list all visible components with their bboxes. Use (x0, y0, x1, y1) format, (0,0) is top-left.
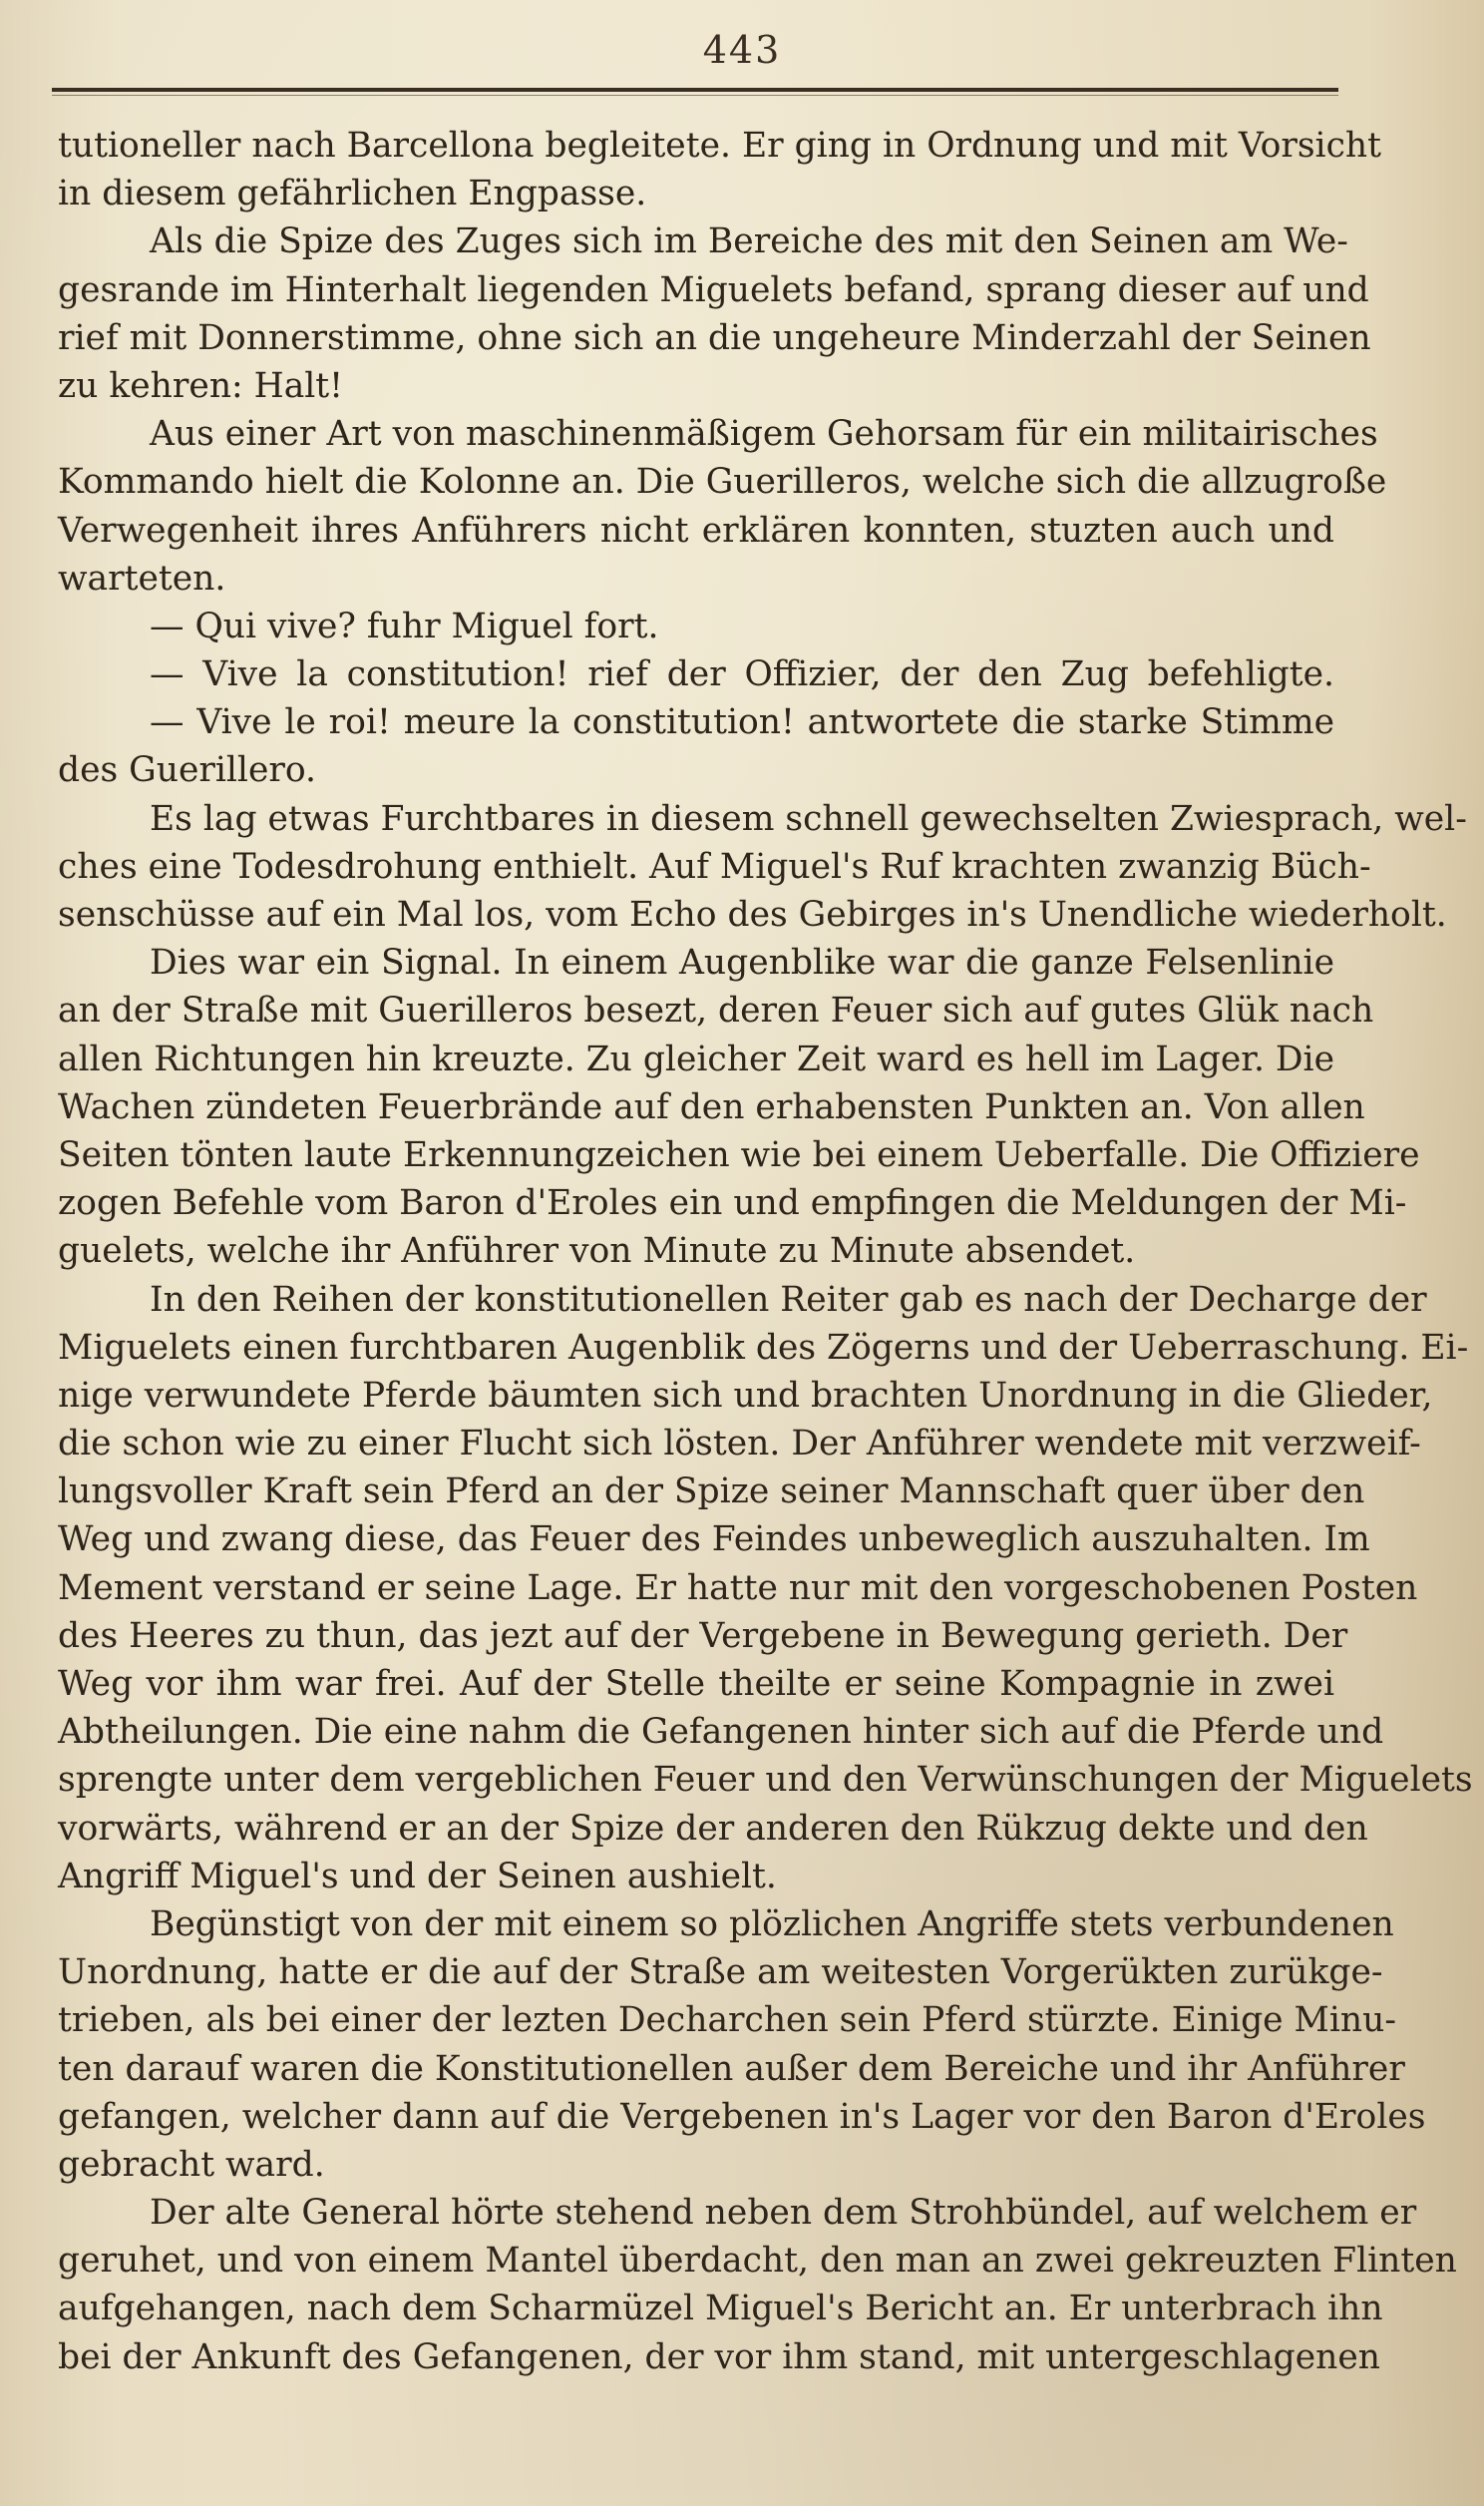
text-line: Weg vor ihm war frei. Auf der Stelle theilte er seine Kompagnie in zwei (58, 1664, 1334, 1704)
text-line: Verwegenheit ihres Anführers nicht erklären konnten, stuzten auch und (58, 510, 1334, 551)
text-line: Kommando hielt die Kolonne an. Die Guerilleros, welche sich die allzugroße (58, 462, 1387, 503)
text-line: gefangen, welcher dann auf die Vergebenen in's Lager vor den Baron d'Eroles (58, 2096, 1426, 2137)
text-line: bei der Ankunft des Gefangenen, der vor ihm stand, mit untergeschlagenen (58, 2336, 1381, 2377)
text-line: tutioneller nach Barcellona begleitete. Er ging in Ordnung und mit Vorsicht (58, 126, 1381, 166)
text-line: gebracht ward. (58, 2144, 325, 2185)
text-line: Miguelets einen furchtbaren Augenblik des Zögerns und der Ueberraschung. Ei- (58, 1327, 1469, 1368)
text-line: zu kehren: Halt! (58, 365, 344, 406)
text-line: gesrande im Hinterhalt liegenden Miguelets befand, sprang dieser auf und (58, 269, 1369, 310)
text-line: senschüsse auf ein Mal los, vom Echo des Gebirges in's Unendliche wiederholt. (58, 895, 1447, 935)
text-line: Weg und zwang diese, das Feuer des Feindes unbeweglich auszuhalten. Im (58, 1519, 1370, 1560)
text-line: in diesem gefährlichen Engpasse. (58, 174, 647, 214)
text-line: — Qui vive? fuhr Miguel fort. (150, 606, 659, 646)
text-line: Abtheilungen. Die eine nahm die Gefangenen hinter sich auf die Pferde und (58, 1712, 1384, 1753)
text-line: aufgehangen, nach dem Scharmüzel Miguel's Bericht an. Er unterbrach ihn (58, 2289, 1383, 2329)
text-line: warteten. (58, 558, 226, 599)
text-line: des Heeres zu thun, das jezt auf der Vergebene in Bewegung gerieth. Der (58, 1615, 1348, 1656)
text-line: ten darauf waren die Konstitutionellen außer dem Bereiche und ihr Anführer (58, 2048, 1405, 2089)
text-line: — Vive la constitution! rief der Offizier, der den Zug befehligte. (150, 654, 1334, 695)
text-line: Mement verstand er seine Lage. Er hatte nur mit den vorgeschobenen Posten (58, 1567, 1418, 1608)
text-line: Seiten tönten laute Erkennungzeichen wie bei einem Ueberfalle. Die Offiziere (58, 1134, 1420, 1175)
body-text (58, 122, 1473, 2381)
text-line: Dies war ein Signal. In einem Augenblike war die ganze Felsenlinie (150, 943, 1334, 984)
text-line: Unordnung, hatte er die auf der Straße am weitesten Vorgerükten zurükge- (58, 1952, 1383, 1993)
text-line: an der Straße mit Guerilleros besezt, deren Feuer sich auf gutes Glük nach (58, 991, 1374, 1032)
text-line: Wachen zündeten Feuerbrände auf den erhabensten Punkten an. Von allen (58, 1086, 1365, 1127)
text-line: Aus einer Art von maschinenmäßigem Gehorsam für ein militairisches (150, 414, 1378, 455)
text-line: ches eine Todesdrohung enthielt. Auf Miguel's Ruf krachten zwanzig Büch- (58, 846, 1371, 887)
text-line: geruhet, und von einem Mantel überdacht, den man an zwei gekreuzten Flinten (58, 2241, 1457, 2282)
text-line: — Vive le roi! meure la constitution! antwortete die starke Stimme (150, 702, 1334, 743)
text-line: des Guerillero. (58, 750, 317, 791)
text-line: Der alte General hörte stehend neben dem Strohbündel, auf welchem er (150, 2193, 1417, 2234)
text-line: Begünstigt von der mit einem so plözlichen Angriffe stets verbundenen (150, 1903, 1394, 1944)
text-line: Angriff Miguel's und der Seinen aushielt. (58, 1856, 777, 1896)
header-rule (52, 88, 1338, 92)
text-line: rief mit Donnerstimme, ohne sich an die ungeheure Minderzahl der Seinen (58, 317, 1371, 358)
page-number: 443 (702, 28, 782, 72)
text-line: Als die Spize des Zuges sich im Bereiche des mit den Seinen am We- (150, 221, 1348, 262)
text-line: zogen Befehle vom Baron d'Eroles ein und empfingen die Meldungen der Mi- (58, 1183, 1407, 1224)
text-line: vorwärts, während er an der Spize der anderen den Rükzug dekte und den (58, 1808, 1368, 1849)
text-line: Es lag etwas Furchtbares in diesem schnell gewechselten Zwiesprach, wel- (150, 798, 1467, 839)
text-line: lungsvoller Kraft sein Pferd an der Spize seiner Mannschaft quer über den (58, 1471, 1365, 1512)
text-line: sprengte unter dem vergeblichen Feuer und den Verwünschungen der Miguelets (58, 1760, 1473, 1801)
text-line: In den Reihen der konstitutionellen Reiter gab es nach der Decharge der (150, 1279, 1427, 1320)
text-line: trieben, als bei einer der lezten Decharchen sein Pferd stürzte. Einige Minu- (58, 2000, 1397, 2041)
text-line: die schon wie zu einer Flucht sich lösten. Der Anführer wendete mit verzweif- (58, 1424, 1421, 1464)
text-line: allen Richtungen hin kreuzte. Zu gleicher Zeit ward es hell im Lager. Die (58, 1039, 1334, 1079)
text-line: guelets, welche ihr Anführer von Minute zu Minute absendet. (58, 1231, 1136, 1272)
text-line: nige verwundete Pferde bäumten sich und brachten Unordnung in die Glieder, (58, 1375, 1433, 1416)
